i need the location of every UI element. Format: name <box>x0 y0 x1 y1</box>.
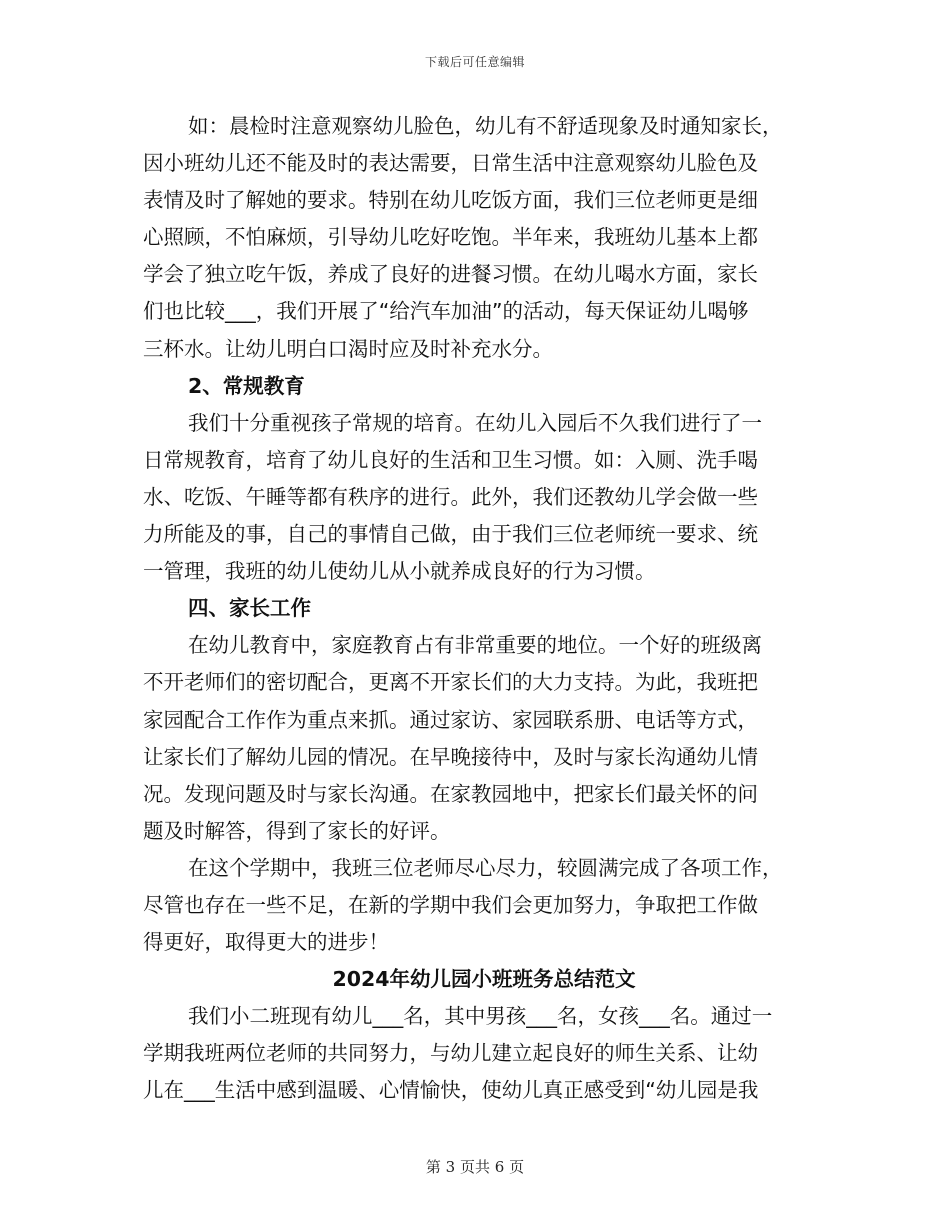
page-header: 下载后可任意编辑 <box>424 55 525 69</box>
text-line: 家园配合工作作为重点来抓。通过家访、家园联系册、电话等方式， <box>143 707 758 732</box>
text-line: 表情及时了解她的要求。特别在幼儿吃饭方面，我们三位老师更是细 <box>143 188 758 213</box>
text-line: 一管理，我班的幼儿使幼儿从小就养成良好的行为习惯。 <box>143 559 656 584</box>
document-body <box>143 108 807 1110</box>
text-line: 日常规教育，培育了幼儿良好的生活和卫生习惯。如：入厕、洗手喝 <box>143 447 758 472</box>
text-line: 我们小二班现有幼儿___名，其中男孩___名，女孩___名。通过一 <box>188 1004 773 1029</box>
text-line: 因小班幼儿还不能及时的表达需要，日常生活中注意观察幼儿脸色及 <box>143 151 758 176</box>
text-line: 如：晨检时注意观察幼儿脸色，幼儿有不舒适现象及时通知家长， <box>188 114 783 138</box>
text-line: 学会了独立吃午饭，养成了良好的进餐习惯。在幼儿喝水方面，家长 <box>143 262 758 287</box>
text-line: 让家长们了解幼儿园的情况。在早晚接待中，及时与家长沟通幼儿情 <box>143 744 758 769</box>
text-line: 尽管也存在一些不足，在新的学期中我们会更加努力，争取把工作做 <box>143 892 758 917</box>
text-line: 水、吃饭、午睡等都有秩序的进行。此外，我们还教幼儿学会做一些 <box>143 484 758 509</box>
text-line: 况。发现问题及时与家长沟通。在家教园地中，把家长们最关怀的问 <box>143 781 758 806</box>
text-line: 儿在___生活中感到温暖、心情愉快，使幼儿真正感受到“幼儿园是我 <box>143 1078 759 1103</box>
page-footer: 第 3 页共 6 页 <box>425 1158 525 1176</box>
text-line: 我们十分重视孩子常规的培育。在幼儿入园后不久我们进行了一 <box>188 410 762 435</box>
text-line: 力所能及的事，自己的事情自己做，由于我们三位老师统一要求、统 <box>143 522 758 547</box>
section-heading-parents: 四、家长工作 <box>188 596 311 621</box>
section-heading-routine: 2、常规教育 <box>188 373 305 398</box>
text-line: 三杯水。让幼儿明白口渴时应及时补充水分。 <box>143 336 553 361</box>
text-line: 在这个学期中，我班三位老师尽心尽力，较圆满完成了各项工作， <box>188 855 783 880</box>
text-line: 题及时解答，得到了家长的好评。 <box>143 818 451 843</box>
text-line: 不开老师们的密切配合，更离不开家长们的大力支持。为此，我班把 <box>143 670 758 695</box>
text-line: 们也比较___，我们开展了“给汽车加油”的活动，每天保证幼儿喝够 <box>143 299 749 324</box>
text-line: 得更好，取得更大的进步！ <box>143 930 389 955</box>
text-line: 学期我班两位老师的共同努力，与幼儿建立起良好的师生关系、让幼 <box>143 1041 758 1066</box>
text-line: 在幼儿教育中，家庭教育占有非常重要的地位。一个好的班级离 <box>188 633 762 658</box>
document-title: 2024年幼儿园小班班务总结范文 <box>332 967 636 992</box>
text-line: 心照顾，不怕麻烦，引导幼儿吃好吃饱。半年来，我班幼儿基本上都 <box>143 225 758 250</box>
